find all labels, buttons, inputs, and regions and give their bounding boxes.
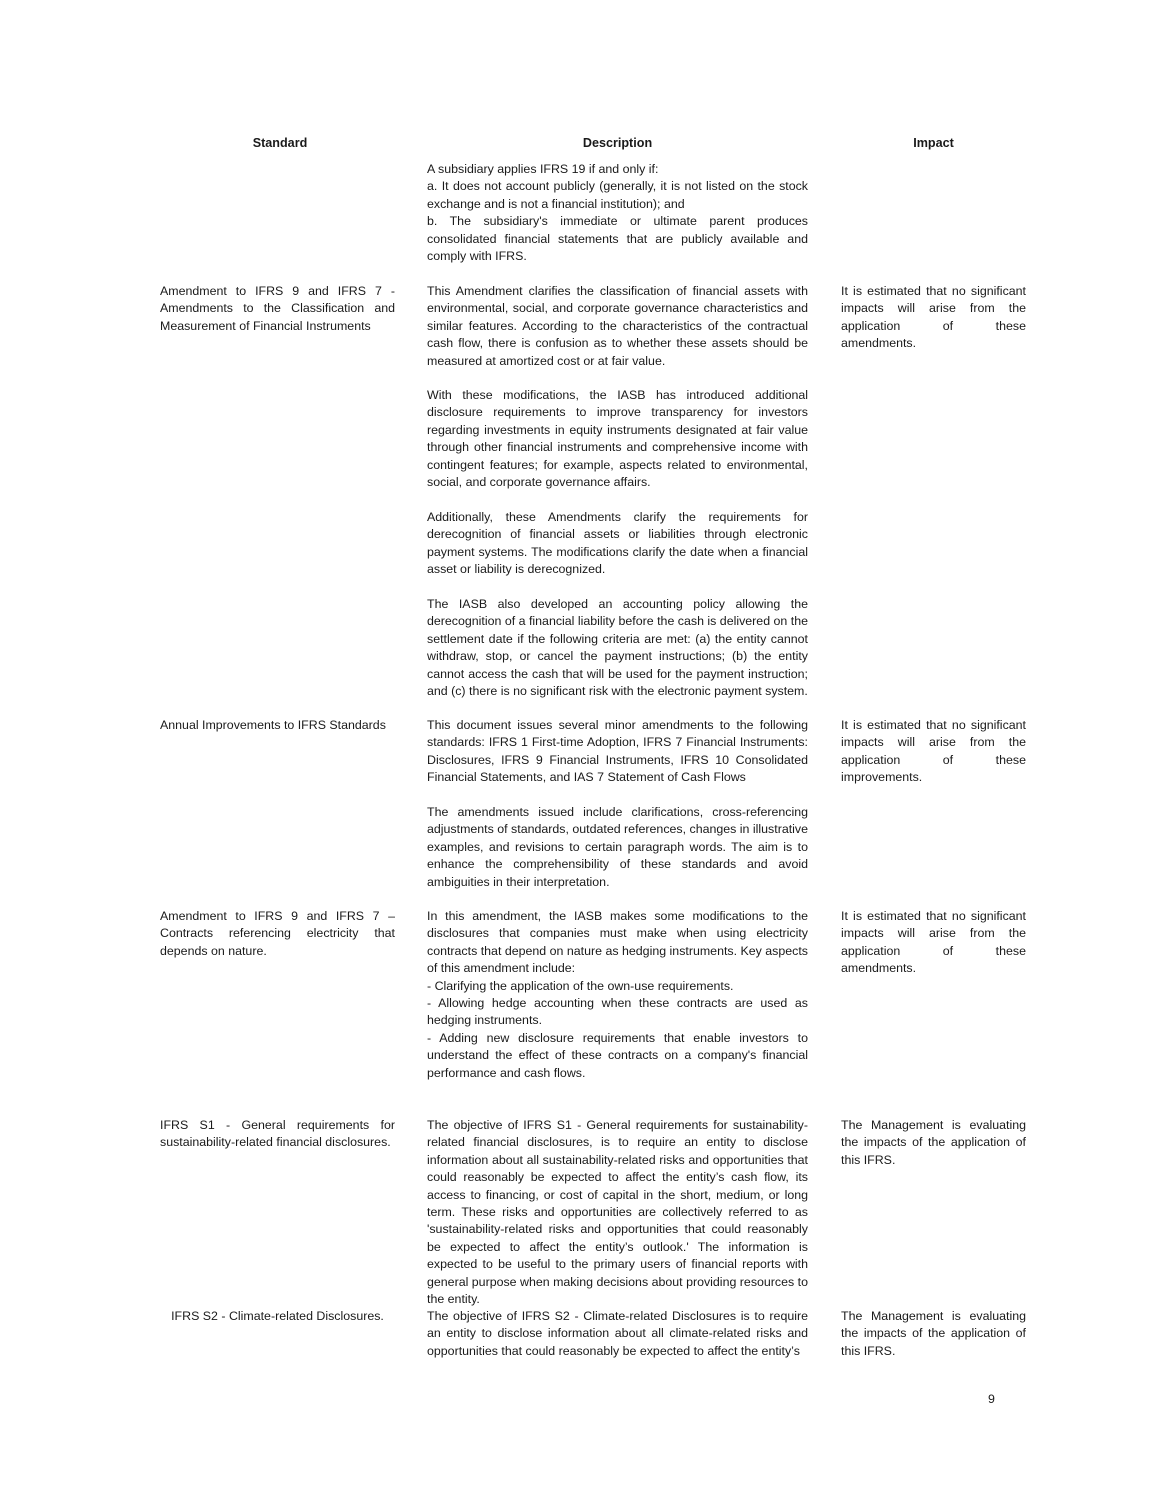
ifrs19-line-3: b. The subsidiary's immediate or ultimate parent produces consolidated financial statements that are publicly available and comply with IFRS. xyxy=(427,214,808,264)
ifrs19-description xyxy=(427,161,808,265)
row3-desc-line-1: In this amendment, the IASB makes some modifications to the disclosures that companies must make when using electricity contracts that depend on nature as hedging instruments. Key aspects of this amendment include: xyxy=(427,909,808,976)
row4-standard: IFRS S1 - General requirements for sustainability-related financial disclosures. xyxy=(160,1118,395,1150)
row3-description xyxy=(427,908,808,1082)
row1-standard: Amendment to IFRS 9 and IFRS 7 - Amendments to the Classification and Measurement of Financial Instruments xyxy=(160,284,395,333)
row1-desc-p2: With these modifications, the IASB has introduced additional disclosure requirements to improve transparency for investors regarding investments in equity instruments designated at fair value through other financial instruments and comprehensive income with contingent features; for example, aspects related to environmental, social, and corporate governance affairs. xyxy=(427,388,808,490)
row1-impact: It is estimated that no significant impacts will arise from the application of these amendments. xyxy=(841,284,1026,351)
row2-desc-p2: The amendments issued include clarifications, cross-referencing adjustments of standards, outdated references, changes in illustrative examples, and revisions to certain paragraph words. The aim is to enhance the comprehensibility of these standards and avoid ambiguities in their interpretation. xyxy=(427,805,808,889)
row3-impact: It is estimated that no significant impacts will arise from the application of these amendments. xyxy=(841,909,1026,976)
row5-impact: The Management is evaluating the impacts of the application of this IFRS. xyxy=(841,1309,1026,1358)
row1-desc-p4: The IASB also developed an accounting policy allowing the derecognition of a financial liability before the cash is delivered on the settlement date if the following criteria are met: (a) the entity cannot withdraw, stop, or cancel the payment instructions; (b) the entity cannot access the cash that will be used for the payment instruction; and (c) there is no significant risk with the electronic payment system. xyxy=(427,597,808,699)
row3-desc-line-3: - Allowing hedge accounting when these contracts are used as hedging instruments. xyxy=(427,996,808,1028)
row3-desc-line-2: - Clarifying the application of the own-use requirements. xyxy=(427,978,734,993)
row5-desc-p1: The objective of IFRS S2 - Climate-related Disclosures is to require an entity to disclose information about all climate-related risks and opportunities that could reasonably be expected to affect the entity’s xyxy=(427,1309,808,1358)
row2-standard: Annual Improvements to IFRS Standards xyxy=(160,718,386,732)
row2-desc-p1: This document issues several minor amendments to the following standards: IFRS 1 First-time Adoption, IFRS 7 Financial Instruments: Disclosures, IFRS 9 Financial Instruments, IFRS 10 Consolidated Financial Statements, and IAS 7 Statement of Cash Flows xyxy=(427,718,808,785)
row5-standard: IFRS S2 - Climate-related Disclosures. xyxy=(171,1309,384,1323)
row3-standard: Amendment to IFRS 9 and IFRS 7 – Contracts referencing electricity that depends on nature. xyxy=(160,909,395,958)
row2-impact: It is estimated that no significant impacts will arise from the application of these improvements. xyxy=(841,718,1026,785)
header-impact: Impact xyxy=(913,136,954,150)
page-number: 9 xyxy=(988,1392,995,1406)
ifrs19-line-1: A subsidiary applies IFRS 19 if and only if: xyxy=(427,162,659,176)
header-standard: Standard xyxy=(252,136,308,150)
row1-desc-p1: This Amendment clarifies the classification of financial assets with environmental, social, and corporate governance characteristics and similar features. According to the characteristics of the contractual cash flow, there is confusion as to whether these assets should be measured at amortized cost or at fair value. xyxy=(427,284,808,368)
row4-desc-p1: The objective of IFRS S1 - General requirements for sustainability-related financial disclosures, is to require an entity to disclose information about all sustainability-related risks and opportunities that could reasonably be expected to affect the entity’s cash flow, its access to financing, or cost of capital in the short, medium, or long term. These risks and opportunities are collectively referred to as 'sustainability-related risks and opportunities that could reasonably be expected to affect the entity’s outlook.' The information is expected to be useful to the primary users of financial reports with general purpose when making decisions about providing resources to the entity. xyxy=(427,1118,808,1307)
ifrs19-line-2: a. It does not account publicly (generally, it is not listed on the stock exchange and is not a financial institution); and xyxy=(427,179,808,211)
row4-impact: The Management is evaluating the impacts of the application of this IFRS. xyxy=(841,1118,1026,1167)
row1-desc-p3: Additionally, these Amendments clarify the requirements for derecognition of financial assets or liabilities through electronic payment systems. The modifications clarify the date when a financial asset or liability is derecognized. xyxy=(427,510,808,577)
header-description: Description xyxy=(582,136,653,150)
row3-desc-line-4: - Adding new disclosure requirements that enable investors to understand the effect of these contracts on a company's financial performance and cash flows. xyxy=(427,1030,808,1080)
